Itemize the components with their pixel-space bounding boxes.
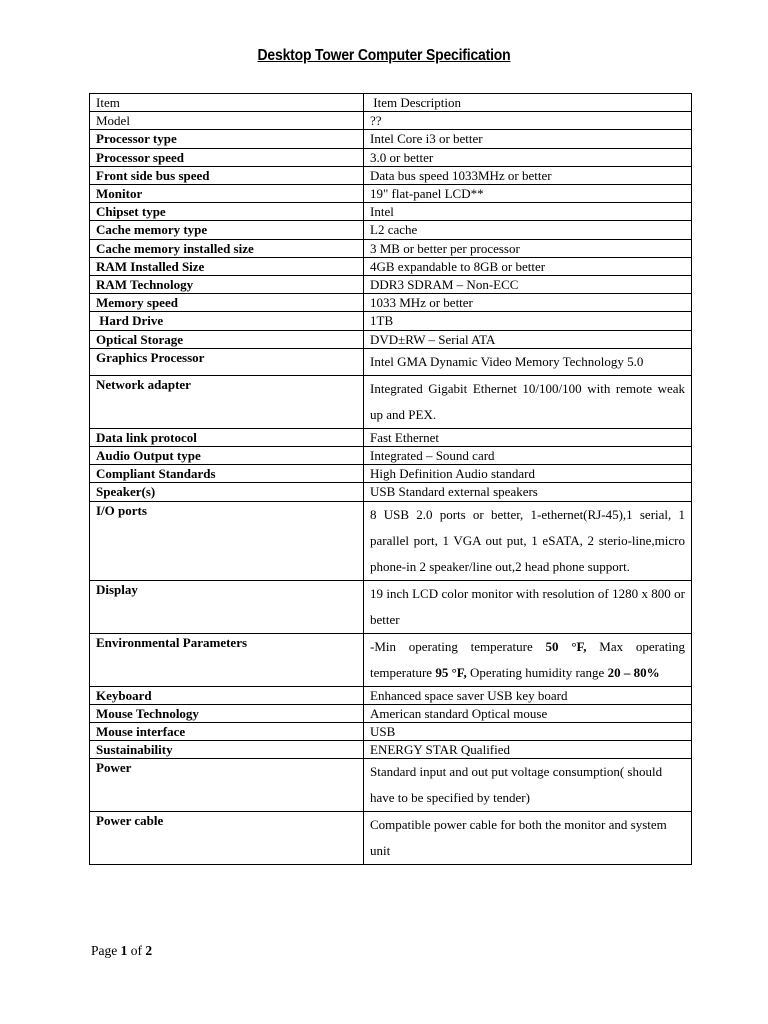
total-pages-number: 2 bbox=[145, 943, 153, 958]
table-header-row bbox=[90, 94, 692, 112]
row-item: Mouse Technology bbox=[90, 704, 364, 722]
row-description: 1033 MHz or better bbox=[364, 294, 692, 312]
table-row bbox=[90, 633, 692, 686]
table-row bbox=[90, 447, 692, 465]
table-row bbox=[90, 759, 692, 812]
table-row bbox=[90, 348, 692, 375]
row-description: 19" flat-panel LCD** bbox=[364, 185, 692, 203]
row-description: Data bus speed 1033MHz or better bbox=[364, 166, 692, 184]
row-item: RAM Installed Size bbox=[90, 257, 364, 275]
row-description: American standard Optical mouse bbox=[364, 704, 692, 722]
row-item: Cache memory type bbox=[90, 221, 364, 239]
row-description: ?? bbox=[364, 112, 692, 130]
table-row bbox=[90, 501, 692, 580]
row-item: Power bbox=[90, 759, 364, 812]
table-row bbox=[90, 741, 692, 759]
row-description: 1TB bbox=[364, 312, 692, 330]
row-item: Power cable bbox=[90, 812, 364, 865]
row-description: 3 MB or better per processor bbox=[364, 239, 692, 257]
row-description: Intel Core i3 or better bbox=[364, 130, 692, 148]
row-item: Front side bus speed bbox=[90, 166, 364, 184]
header-description: Item Description bbox=[364, 94, 692, 112]
of-word: of bbox=[127, 943, 146, 958]
row-description: Intel GMA Dynamic Video Memory Technology 5.0 bbox=[364, 348, 692, 375]
row-item: Processor type bbox=[90, 130, 364, 148]
document-title: Desktop Tower Computer Specification bbox=[257, 47, 511, 64]
table-row bbox=[90, 185, 692, 203]
table-row bbox=[90, 112, 692, 130]
row-description: Fast Ethernet bbox=[364, 428, 692, 446]
row-item: Speaker(s) bbox=[90, 483, 364, 501]
table-row bbox=[90, 276, 692, 294]
row-item: Monitor bbox=[90, 185, 364, 203]
row-item: Compliant Standards bbox=[90, 465, 364, 483]
table-row bbox=[90, 166, 692, 184]
header-item: Item bbox=[90, 94, 364, 112]
row-description: DDR3 SDRAM – Non-ECC bbox=[364, 276, 692, 294]
row-description: Enhanced space saver USB key board bbox=[364, 686, 692, 704]
table-row bbox=[90, 312, 692, 330]
row-description: 4GB expandable to 8GB or better bbox=[364, 257, 692, 275]
row-description: ENERGY STAR Qualified bbox=[364, 741, 692, 759]
row-description: 3.0 or better bbox=[364, 148, 692, 166]
row-item: Processor speed bbox=[90, 148, 364, 166]
row-description: -Min operating temperature 50 °F, Max operating temperature 95 °F, Operating humidity range 20 – 80% bbox=[364, 633, 692, 686]
table-row bbox=[90, 375, 692, 428]
row-description: High Definition Audio standard bbox=[364, 465, 692, 483]
row-description: Standard input and out put voltage consumption( should have to be specified by tender) bbox=[364, 759, 692, 812]
row-item: Sustainability bbox=[90, 741, 364, 759]
row-description: USB bbox=[364, 723, 692, 741]
row-description: L2 cache bbox=[364, 221, 692, 239]
table-row bbox=[90, 580, 692, 633]
table-row bbox=[90, 812, 692, 865]
table-row bbox=[90, 428, 692, 446]
table-row bbox=[90, 704, 692, 722]
row-item: Keyboard bbox=[90, 686, 364, 704]
row-item: RAM Technology bbox=[90, 276, 364, 294]
table-row bbox=[90, 239, 692, 257]
table-row bbox=[90, 257, 692, 275]
row-item: Data link protocol bbox=[90, 428, 364, 446]
table-row bbox=[90, 465, 692, 483]
page-word: Page bbox=[91, 943, 121, 958]
row-description: DVD±RW – Serial ATA bbox=[364, 330, 692, 348]
table-row bbox=[90, 483, 692, 501]
row-description: Intel bbox=[364, 203, 692, 221]
row-item: Graphics Processor bbox=[90, 348, 364, 375]
row-item: Display bbox=[90, 580, 364, 633]
row-description: 8 USB 2.0 ports or better, 1-ethernet(RJ-45),1 serial, 1 parallel port, 1 VGA out put, 1 eSATA, 2 sterio-line,micro phone-in 2 speaker/line out,2 head phone support. bbox=[364, 501, 692, 580]
row-item: Environmental Parameters bbox=[90, 633, 364, 686]
row-item: I/O ports bbox=[90, 501, 364, 580]
table-row bbox=[90, 723, 692, 741]
row-item: Hard Drive bbox=[90, 312, 364, 330]
table-row bbox=[90, 686, 692, 704]
row-description: Compatible power cable for both the monitor and system unit bbox=[364, 812, 692, 865]
row-item: Chipset type bbox=[90, 203, 364, 221]
row-description: Integrated – Sound card bbox=[364, 447, 692, 465]
row-item: Audio Output type bbox=[90, 447, 364, 465]
row-item: Network adapter bbox=[90, 375, 364, 428]
row-item: Cache memory installed size bbox=[90, 239, 364, 257]
specification-table bbox=[89, 93, 692, 865]
table-row bbox=[90, 148, 692, 166]
table-row bbox=[90, 130, 692, 148]
row-description: 19 inch LCD color monitor with resolution of 1280 x 800 or better bbox=[364, 580, 692, 633]
current-page-number: 1 bbox=[120, 943, 128, 958]
table-row bbox=[90, 203, 692, 221]
table-row bbox=[90, 330, 692, 348]
row-description: USB Standard external speakers bbox=[364, 483, 692, 501]
table-row bbox=[90, 221, 692, 239]
row-item: Model bbox=[90, 112, 364, 130]
row-item: Memory speed bbox=[90, 294, 364, 312]
row-description: Integrated Gigabit Ethernet 10/100/100 with remote weak up and PEX. bbox=[364, 375, 692, 428]
row-item: Mouse interface bbox=[90, 723, 364, 741]
page-number-footer bbox=[91, 943, 152, 959]
row-item: Optical Storage bbox=[90, 330, 364, 348]
table-row bbox=[90, 294, 692, 312]
